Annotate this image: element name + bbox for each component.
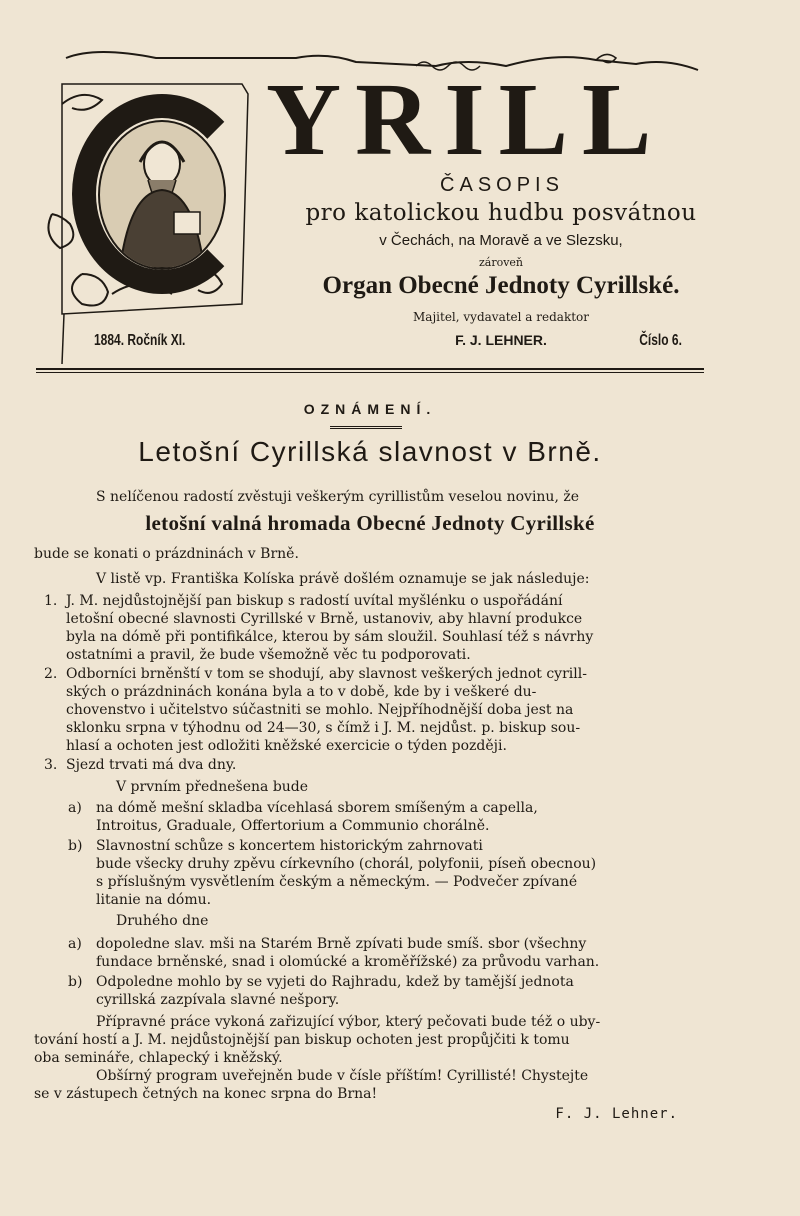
day2-a-line: fundace brněnské, snad i olomúcké a kroměřížské) za průvodu varhan. [96,954,600,970]
intro-line: S nelíčenou radostí zvěstuji veškerým cyrillistům veselou novinu, že [96,489,580,505]
item-2-number: 2. [44,666,58,682]
journal-title: YRILL [266,62,666,177]
day2-b-line: cyrillská zazpívala slavné nešpory. [96,992,340,1008]
final-line: se v zástupech četných na konec srpna do Brna! [34,1086,378,1102]
journal-year: 1884. Ročník XI. [94,332,186,349]
day1-a-marker: a) [68,800,82,816]
day1-b-line: Slavnostní schůze s koncertem historickým zahrnovati [96,838,483,854]
day2-b-line: Odpoledne mohlo by se vyjeti do Rajhradu, kdež by tamější jednota [96,974,574,990]
day-1-heading: V prvním přednešena bude [116,779,309,795]
intro-end-line: bude se konati o prázdninách v Brně. [34,546,299,562]
journal-issue: Číslo 6. [639,332,682,349]
journal-subtitle: pro katolickou hudbu posvátnou [305,200,697,226]
list-intro: V listě vp. Františka Kolíska právě došlém oznamuje se jak následuje: [96,571,590,587]
signature: F. J. Lehner. [555,1106,678,1122]
item-1-line: letošní obecné slavnosti Cyrillské v Brně, ustanoviv, aby hlavní produkce [66,611,583,627]
journal-zaroven: zároveň [478,256,524,269]
item-2-line: chovenstvo i učitelstvo súčastniti se mohlo. Nejpříhodnější doba jest na [66,702,574,718]
journal-regions: v Čechách, na Moravě a ve Slezsku, [379,232,623,249]
item-2-line: Odborníci brněnští v tom se shodují, aby slavnost veškerých jednot cyrill- [66,666,587,682]
announcement-label: OZNÁMENÍ. [303,401,437,417]
day1-a-line: Introitus, Graduale, Offertorium a Communio chorálně. [96,818,490,834]
closing-line: oba semináře, chlapecký i kněžský. [34,1050,283,1066]
closing-line: Přípravné práce vykoná zařizující výbor, který pečovati bude též o uby- [96,1014,601,1030]
masthead [36,44,706,360]
day2-a-line: dopoledne slav. mši na Starém Brně zpívati bude smíš. sbor (všechny [96,936,587,952]
heading-divider [330,426,402,429]
day1-a-line: na dómě mešní skladba vícehlasá sborem smíšeným a capella, [96,800,538,816]
day1-b-line: litanie na dómu. [96,892,212,908]
closing-line: tování hostí a J. M. nejdůstojnější pan biskup ochoten jest propůjčiti k tomu [34,1032,570,1048]
saint-figure-icon [100,122,224,268]
day-2-heading: Druhého dne [116,913,209,929]
day2-b-marker: b) [68,974,83,990]
item-3-number: 3. [44,757,58,773]
decorated-initial-c [42,64,272,364]
item-2-line: ských o prázdninách konána byla a to v době, kde by i veškeré du- [66,684,537,700]
item-2-line: sklonku srpna v týhodnu od 24—30, s čímž i J. M. nejdůst. p. biskup sou- [66,720,581,736]
day1-b-line: bude všecky druhy zpěvu církevního (chorál, polyfonii, píseň obecnou) [96,856,597,872]
saint-portrait [98,120,226,270]
item-1-number: 1. [44,593,58,609]
journal-owner: Majitel, vydavatel a redaktor [413,310,589,324]
final-line: Obšírný program uveřejněn bude v čísle příštím! Cyrillisté! Chystejte [96,1068,589,1084]
item-2-line: hlasí a ochoten jest odložiti kněžské exercicie o týden později. [66,738,507,754]
journal-type: ČASOPIS [440,174,564,196]
journal-organ: Organ Obecné Jednoty Cyrillské. [322,272,680,299]
article-heading: Letošní Cyrillská slavnost v Brně. [138,436,602,467]
day2-a-marker: a) [68,936,82,952]
intro-bold-line: letošní valná hromada Obecné Jednoty Cyrillské [145,511,595,535]
item-1-line: J. M. nejdůstojnější pan biskup s radostí uvítal myšlénku o uspořádání [66,593,563,609]
item-3-line: Sjezd trvati má dva dny. [66,757,237,773]
journal-editor: F. J. LEHNER. [455,332,547,348]
day1-b-marker: b) [68,838,83,854]
day1-b-line: s příslušným vysvětlením českým a německým. — Podvečer zpívané [96,874,578,890]
item-1-line: ostatními a pravil, že bude všemožně věc tu podporovati. [66,647,471,663]
item-1-line: byla na dómě při pontifikálce, kterou by sám sloužil. Souhlasí též s návrhy [66,629,594,645]
masthead-rule [36,368,704,373]
